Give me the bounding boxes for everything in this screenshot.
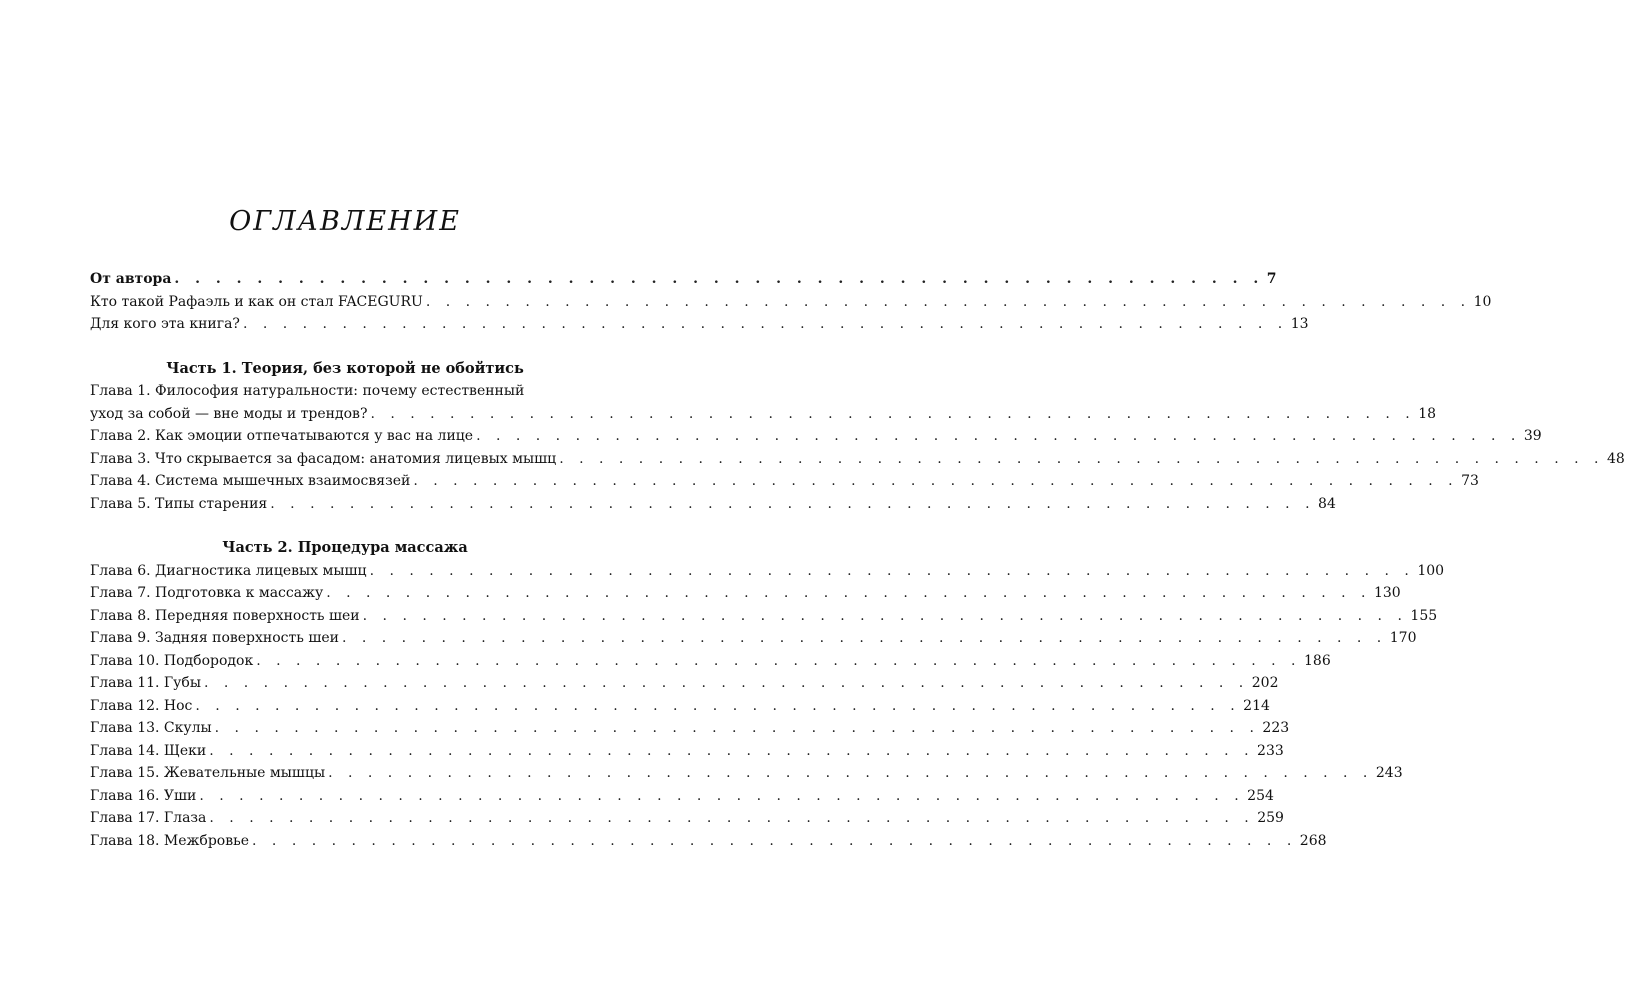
toc-entry-title: Кто такой Рафаэль и как он стал FACEGURU: [90, 293, 423, 310]
toc-entry-chapter-5[interactable]: [90, 493, 1336, 516]
toc-entry-title: Глава 9. Задняя поверхность шеи: [90, 630, 339, 646]
toc-entry-page: 84: [1318, 495, 1336, 512]
toc-entry-chapter-8[interactable]: [90, 605, 1438, 628]
dot-leader: . . . . . . . . . . . . . . . . . . . . . . . . . . . . . . . . . . . . . . . . . . . . . . . . . . . . .: [370, 405, 1416, 422]
toc-entry-page: 18: [1418, 405, 1437, 422]
toc-entry-title: Глава 11. Губы: [90, 675, 201, 691]
toc-entry-chapter-4[interactable]: [90, 470, 1479, 493]
toc-entry-page: 100: [1417, 562, 1445, 579]
toc-entry-page: 39: [1523, 428, 1542, 444]
dot-leader: . . . . . . . . . . . . . . . . . . . . . . . . . . . . . . . . . . . . . . . . . . . . . . . . . . . . .: [199, 787, 1245, 804]
toc-entry-title: Глава 16. Уши: [90, 787, 197, 804]
dot-leader: . . . . . . . . . . . . . . . . . . . . . . . . . . . . . . . . . . . . . . . . . . . . . . . . . . . . .: [425, 293, 1471, 310]
toc-entry-page: 73: [1461, 473, 1479, 489]
toc-entry-title: уход за собой — вне моды и трендов?: [90, 405, 368, 422]
toc-entry-chapter-7[interactable]: [90, 582, 1401, 605]
part2-chapter-list: [90, 560, 1445, 853]
toc-entry-for-whom[interactable]: [90, 313, 1309, 336]
dot-leader: . . . . . . . . . . . . . . . . . . . . . . . . . . . . . . . . . . . . . . . . . . . . . . . . . . . . .: [369, 562, 1415, 579]
dot-leader: . . . . . . . . . . . . . . . . . . . . . . . . . . . . . . . . . . . . . . . . . . . . . . . . . . . . .: [270, 495, 1316, 512]
dot-leader: . . . . . . . . . . . . . . . . . . . . . . . . . . . . . . . . . . . . . . . . . . . . . . . . . . . . .: [413, 473, 1459, 489]
toc-entry-page: 186: [1304, 652, 1331, 669]
toc-entry-title: От автора: [90, 271, 172, 287]
toc-entry-title: Глава 4. Система мышечных взаимосвязей: [90, 473, 411, 489]
dot-leader: . . . . . . . . . . . . . . . . . . . . . . . . . . . . . . . . . . . . . . . . . . . . . . . . . . . . .: [328, 765, 1373, 781]
toc-entry-chapter-12[interactable]: [90, 695, 1270, 718]
dot-leader: . . . . . . . . . . . . . . . . . . . . . . . . . . . . . . . . . . . . . . . . . . . . . . . . . . . . .: [256, 652, 1301, 669]
toc-entry-chapter-14[interactable]: [90, 740, 1284, 763]
toc-entry-page: 254: [1247, 787, 1274, 804]
toc-entry-chapter-1[interactable]: [90, 403, 1437, 426]
part1-heading: Часть 1. Теория, без которой не обойтись: [166, 359, 524, 377]
dot-leader: . . . . . . . . . . . . . . . . . . . . . . . . . . . . . . . . . . . . . . . . . . . . . . . . . . . . .: [362, 607, 1408, 624]
toc-entry-chapter-13[interactable]: [90, 717, 1290, 740]
toc-entry-title: Глава 15. Жевательные мышцы: [90, 765, 326, 781]
toc-entry-title: Глава 12. Нос: [90, 697, 193, 714]
toc-entry-page: 259: [1257, 810, 1284, 826]
toc-entry-page: 7: [1266, 271, 1277, 287]
dot-leader: . . . . . . . . . . . . . . . . . . . . . . . . . . . . . . . . . . . . . . . . . . . . . . . . . . . . .: [209, 742, 1255, 759]
dot-leader: . . . . . . . . . . . . . . . . . . . . . . . . . . . . . . . . . . . . . . . . . . . . . . . . . . . . .: [476, 428, 1521, 444]
toc-entry-who-is-rafael[interactable]: [90, 291, 1492, 314]
dot-leader: . . . . . . . . . . . . . . . . . . . . . . . . . . . . . . . . . . . . . . . . . . . . . . . . . . . . .: [174, 271, 1264, 287]
toc-entry-page: 233: [1257, 742, 1284, 759]
toc-entry-chapter-10[interactable]: [90, 650, 1331, 673]
toc-entry-chapter-15[interactable]: [90, 762, 1403, 785]
toc-entry-page: 170: [1389, 630, 1417, 646]
toc-entry-page: 202: [1251, 675, 1279, 691]
toc-entry-title: Глава 2. Как эмоции отпечатываются у вас на лице: [90, 428, 474, 444]
toc-entry-chapter-17[interactable]: [90, 807, 1284, 830]
toc-entry-title: Глава 17. Глаза: [90, 810, 207, 826]
page-title: ОГЛАВЛЕНИЕ: [229, 206, 461, 238]
toc-entry-chapter-18[interactable]: [90, 830, 1327, 853]
dot-leader: . . . . . . . . . . . . . . . . . . . . . . . . . . . . . . . . . . . . . . . . . . . . . . . . . . . . .: [203, 675, 1249, 691]
toc-entry-page: 13: [1290, 316, 1309, 332]
toc-entry-chapter-2[interactable]: [90, 425, 1542, 448]
toc-entry-page: 223: [1262, 720, 1290, 736]
toc-entry-chapter-6[interactable]: [90, 560, 1445, 583]
toc-entry-title: Глава 10. Подбородок: [90, 652, 254, 669]
dot-leader: . . . . . . . . . . . . . . . . . . . . . . . . . . . . . . . . . . . . . . . . . . . . . . . . . . . . .: [559, 450, 1604, 467]
toc-entry-author-preface[interactable]: [90, 268, 1277, 291]
toc-entry-chapter-9[interactable]: [90, 627, 1417, 650]
toc-entry-title: Для кого эта книга?: [90, 316, 240, 332]
toc-entry-page: 268: [1299, 832, 1327, 849]
toc-entry-chapter-3[interactable]: [90, 448, 1625, 471]
toc-entry-title: Глава 13. Скулы: [90, 720, 212, 736]
toc-entry-page: 10: [1473, 293, 1492, 310]
toc-entry-title: Глава 18. Межбровье: [90, 832, 250, 849]
toc-entry-page: 155: [1410, 607, 1438, 624]
toc-entry-page: 130: [1373, 585, 1401, 601]
toc-entry-chapter-1-line1[interactable]: Глава 1. Философия натуральности: почему естественный: [90, 383, 525, 399]
toc-entry-title: Глава 6. Диагностика лицевых мышц: [90, 562, 367, 579]
dot-leader: . . . . . . . . . . . . . . . . . . . . . . . . . . . . . . . . . . . . . . . . . . . . . . . . . . . . .: [214, 720, 1260, 736]
dot-leader: . . . . . . . . . . . . . . . . . . . . . . . . . . . . . . . . . . . . . . . . . . . . . . . . . . . . .: [341, 630, 1387, 646]
dot-leader: . . . . . . . . . . . . . . . . . . . . . . . . . . . . . . . . . . . . . . . . . . . . . . . . . . . . .: [195, 697, 1241, 714]
toc-entry-title: Глава 7. Подготовка к массажу: [90, 585, 324, 601]
toc-entry-page: 243: [1375, 765, 1403, 781]
table-of-contents: [90, 268, 1625, 852]
dot-leader: . . . . . . . . . . . . . . . . . . . . . . . . . . . . . . . . . . . . . . . . . . . . . . . . . . . . .: [252, 832, 1297, 849]
toc-entry-title: Глава 14. Щеки: [90, 742, 207, 759]
toc-entry-chapter-16[interactable]: [90, 785, 1274, 808]
dot-leader: . . . . . . . . . . . . . . . . . . . . . . . . . . . . . . . . . . . . . . . . . . . . . . . . . . . . .: [242, 316, 1288, 332]
toc-entry-title: Глава 8. Передняя поверхность шеи: [90, 607, 360, 624]
toc-entry-chapter-11[interactable]: [90, 672, 1279, 695]
toc-entry-title: Глава 3. Что скрывается за фасадом: анатомия лицевых мышц: [90, 450, 557, 467]
toc-entry-page: 48: [1606, 450, 1625, 467]
dot-leader: . . . . . . . . . . . . . . . . . . . . . . . . . . . . . . . . . . . . . . . . . . . . . . . . . . . . .: [209, 810, 1255, 826]
toc-entry-title: Глава 5. Типы старения: [90, 495, 268, 512]
part2-heading: Часть 2. Процедура массажа: [222, 539, 468, 556]
toc-entry-page: 214: [1243, 697, 1270, 714]
dot-leader: . . . . . . . . . . . . . . . . . . . . . . . . . . . . . . . . . . . . . . . . . . . . . . . . . . . . .: [326, 585, 1371, 601]
